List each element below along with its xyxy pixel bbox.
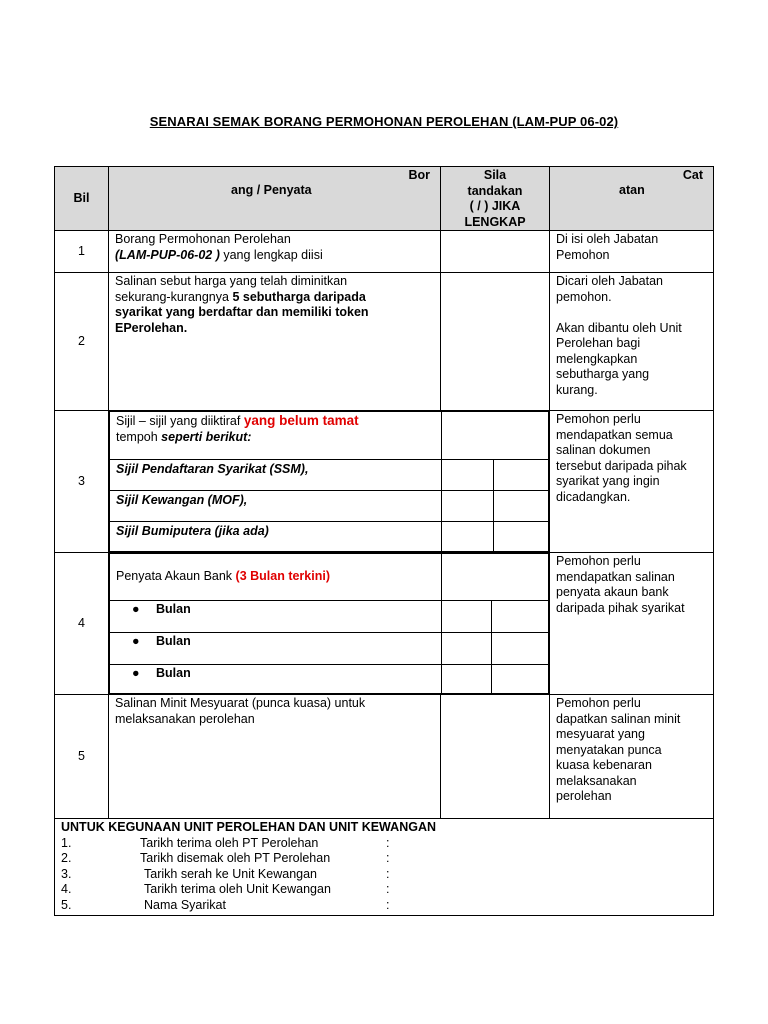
header-sila-line-2: tandakan [467, 183, 523, 198]
item-label: Tarikh terima oleh PT Perolehan [140, 835, 319, 850]
bullet-icon: ● [132, 666, 140, 680]
office-use-item [61, 836, 707, 852]
catatan-line: melaksanakan [556, 773, 637, 788]
table-row-2 [55, 273, 714, 411]
row-item-line: Sijil – sijil yang diiktiraf [116, 414, 244, 428]
sub-item [110, 601, 442, 633]
item-colon: : [386, 882, 390, 896]
table-row-1 [55, 231, 714, 273]
header-bil: Bil [55, 167, 109, 231]
sub-checkbox[interactable] [442, 491, 494, 522]
office-use-item [61, 898, 707, 914]
item-number: 1. [61, 835, 72, 850]
office-use-section [55, 819, 714, 916]
checkbox-cell[interactable] [441, 273, 550, 411]
sub-checkbox[interactable] [442, 601, 492, 633]
catatan-line: mendapatkan semua [556, 427, 673, 442]
header-catatan-part-b: atan [619, 183, 645, 197]
catatan-line: melengkapkan [556, 351, 638, 366]
row-item-line: Salinan sebut harga yang telah diminitkan [115, 274, 348, 288]
row-catatan [550, 231, 714, 273]
catatan-line: Pemohon perlu [556, 412, 641, 426]
catatan-line: Pemohon perlu [556, 696, 641, 710]
catatan-line: dapatkan salinan minit [556, 711, 681, 726]
checkbox-cell[interactable] [441, 231, 550, 273]
row-catatan [550, 273, 714, 411]
row-item-line: Penyata Akaun Bank [116, 569, 236, 583]
row-item [109, 273, 441, 411]
row-item-bold-italic: seperti berikut: [161, 429, 252, 444]
catatan-line: Pemohon perlu [556, 554, 641, 568]
item-label: Tarikh disemak oleh PT Perolehan [140, 851, 331, 865]
table-row-4 [55, 553, 714, 695]
office-use-item [61, 867, 707, 883]
header-sila [441, 167, 550, 231]
row-item-bold: syarikat yang berdaftar dan memiliki token [115, 305, 369, 319]
header-sila-line-1: Sila [483, 168, 507, 182]
catatan-line: daripada pihak syarikat [556, 600, 685, 615]
row-item-line: tempoh [116, 429, 162, 444]
highlight-text: (3 Bulan terkini) [235, 569, 330, 583]
header-borang-part-a: Bor [408, 168, 430, 182]
header-sila-line-3: ( / ) JIKA [469, 199, 521, 213]
row-number: 1 [55, 231, 109, 273]
sub-item [110, 665, 442, 694]
catatan-line: tersebut daripada pihak [556, 458, 687, 473]
sub-item [110, 633, 442, 665]
catatan-line: menyatakan punca [556, 742, 662, 757]
row-catatan [550, 411, 714, 553]
item-label: Tarikh terima oleh Unit Kewangan [144, 882, 331, 896]
row-item-line: sekurang-kurangnya [115, 289, 233, 304]
item-colon: : [386, 866, 390, 881]
row-item-line: Salinan Minit Mesyuarat (punca kuasa) untuk [115, 696, 366, 710]
row-number: 2 [55, 273, 109, 411]
office-use-item [61, 851, 707, 867]
form-code: (LAM-PUP-06-02 ) [115, 247, 220, 262]
catatan-line: Dicari oleh Jabatan [556, 274, 664, 288]
catatan-line: kuasa kebenaran [556, 758, 652, 772]
catatan-line: perolehan [556, 789, 612, 803]
highlight-text: yang belum tamat [243, 413, 359, 428]
catatan-line: pemohon. [556, 289, 612, 304]
office-use-item [61, 882, 707, 898]
item-number: 3. [61, 866, 72, 881]
checklist-table [54, 166, 714, 916]
checkbox-cell[interactable] [441, 695, 550, 819]
row-item-bold: EPerolehan. [115, 320, 188, 335]
row-item-line: yang lengkap diisi [219, 247, 323, 262]
item-number: 5. [61, 897, 72, 912]
header-sila-line-4: LENGKAP [464, 214, 526, 229]
office-use-title: UNTUK KEGUNAAN UNIT PEROLEHAN DAN UNIT KEWANGAN [61, 820, 436, 834]
item-number: 4. [61, 882, 72, 896]
row-number: 3 [55, 411, 109, 553]
row-item-bold: 5 sebutharga daripada [232, 289, 366, 304]
sub-item-label: Bulan [156, 634, 191, 648]
catatan-line: syarikat yang ingin [556, 474, 660, 488]
checkbox-cell[interactable] [442, 412, 549, 460]
catatan-line: mesyuarat yang [556, 727, 645, 741]
catatan-line: Di isi oleh Jabatan [556, 232, 659, 246]
item-number: 2. [61, 851, 72, 865]
checkbox-cell[interactable] [442, 554, 549, 601]
item-colon: : [386, 897, 390, 912]
header-catatan-part-a: Cat [682, 168, 703, 182]
item-label: Tarikh serah ke Unit Kewangan [144, 866, 318, 881]
row-item-line: melaksanakan perolehan [115, 711, 255, 726]
sub-item-label: Bulan [156, 666, 191, 680]
catatan-line: mendapatkan salinan [556, 569, 675, 584]
row-number: 4 [55, 553, 109, 695]
row-item [109, 695, 441, 819]
row-number: 5 [55, 695, 109, 819]
catatan-line: Pemohon [556, 247, 610, 262]
header-borang [109, 167, 441, 231]
catatan-line: Perolehan bagi [556, 336, 641, 350]
item-label: Nama Syarikat [144, 897, 226, 912]
table-row-5 [55, 695, 714, 819]
row-item [109, 231, 441, 273]
table-row-3 [55, 411, 714, 553]
item-colon: : [386, 835, 390, 850]
table-header [55, 167, 714, 231]
bullet-icon: ● [132, 602, 140, 616]
bullet-icon: ● [132, 634, 140, 648]
sub-item-label: Bulan [156, 602, 191, 616]
header-catatan [550, 167, 714, 231]
row-item [109, 553, 550, 695]
sub-item: Sijil Pendaftaran Syarikat (SSM), [110, 460, 442, 491]
sub-checkbox[interactable] [442, 665, 492, 694]
catatan-line: dicadangkan. [556, 489, 631, 504]
sub-item: Sijil Bumiputera (jika ada) [110, 522, 442, 552]
catatan-line: Akan dibantu oleh Unit [556, 320, 682, 335]
catatan-line: penyata akaun bank [556, 585, 669, 599]
row-catatan [550, 553, 714, 695]
catatan-line: salinan dokumen [556, 443, 651, 457]
catatan-line: sebutharga yang [556, 367, 650, 381]
sub-checkbox[interactable] [442, 633, 492, 665]
document-title: SENARAI SEMAK BORANG PERMOHONAN PEROLEHAN (LAM-PUP 06-02) [149, 114, 619, 129]
sub-checkbox[interactable] [442, 460, 494, 491]
catatan-line: kurang. [556, 382, 598, 397]
item-colon: : [386, 851, 390, 865]
row-catatan [550, 695, 714, 819]
sub-checkbox[interactable] [442, 522, 494, 552]
row-item-line: Borang Permohonan Perolehan [115, 232, 291, 246]
row-item [109, 411, 550, 553]
header-borang-part-b: ang / Penyata [231, 183, 312, 197]
sub-item: Sijil Kewangan (MOF), [110, 491, 442, 522]
